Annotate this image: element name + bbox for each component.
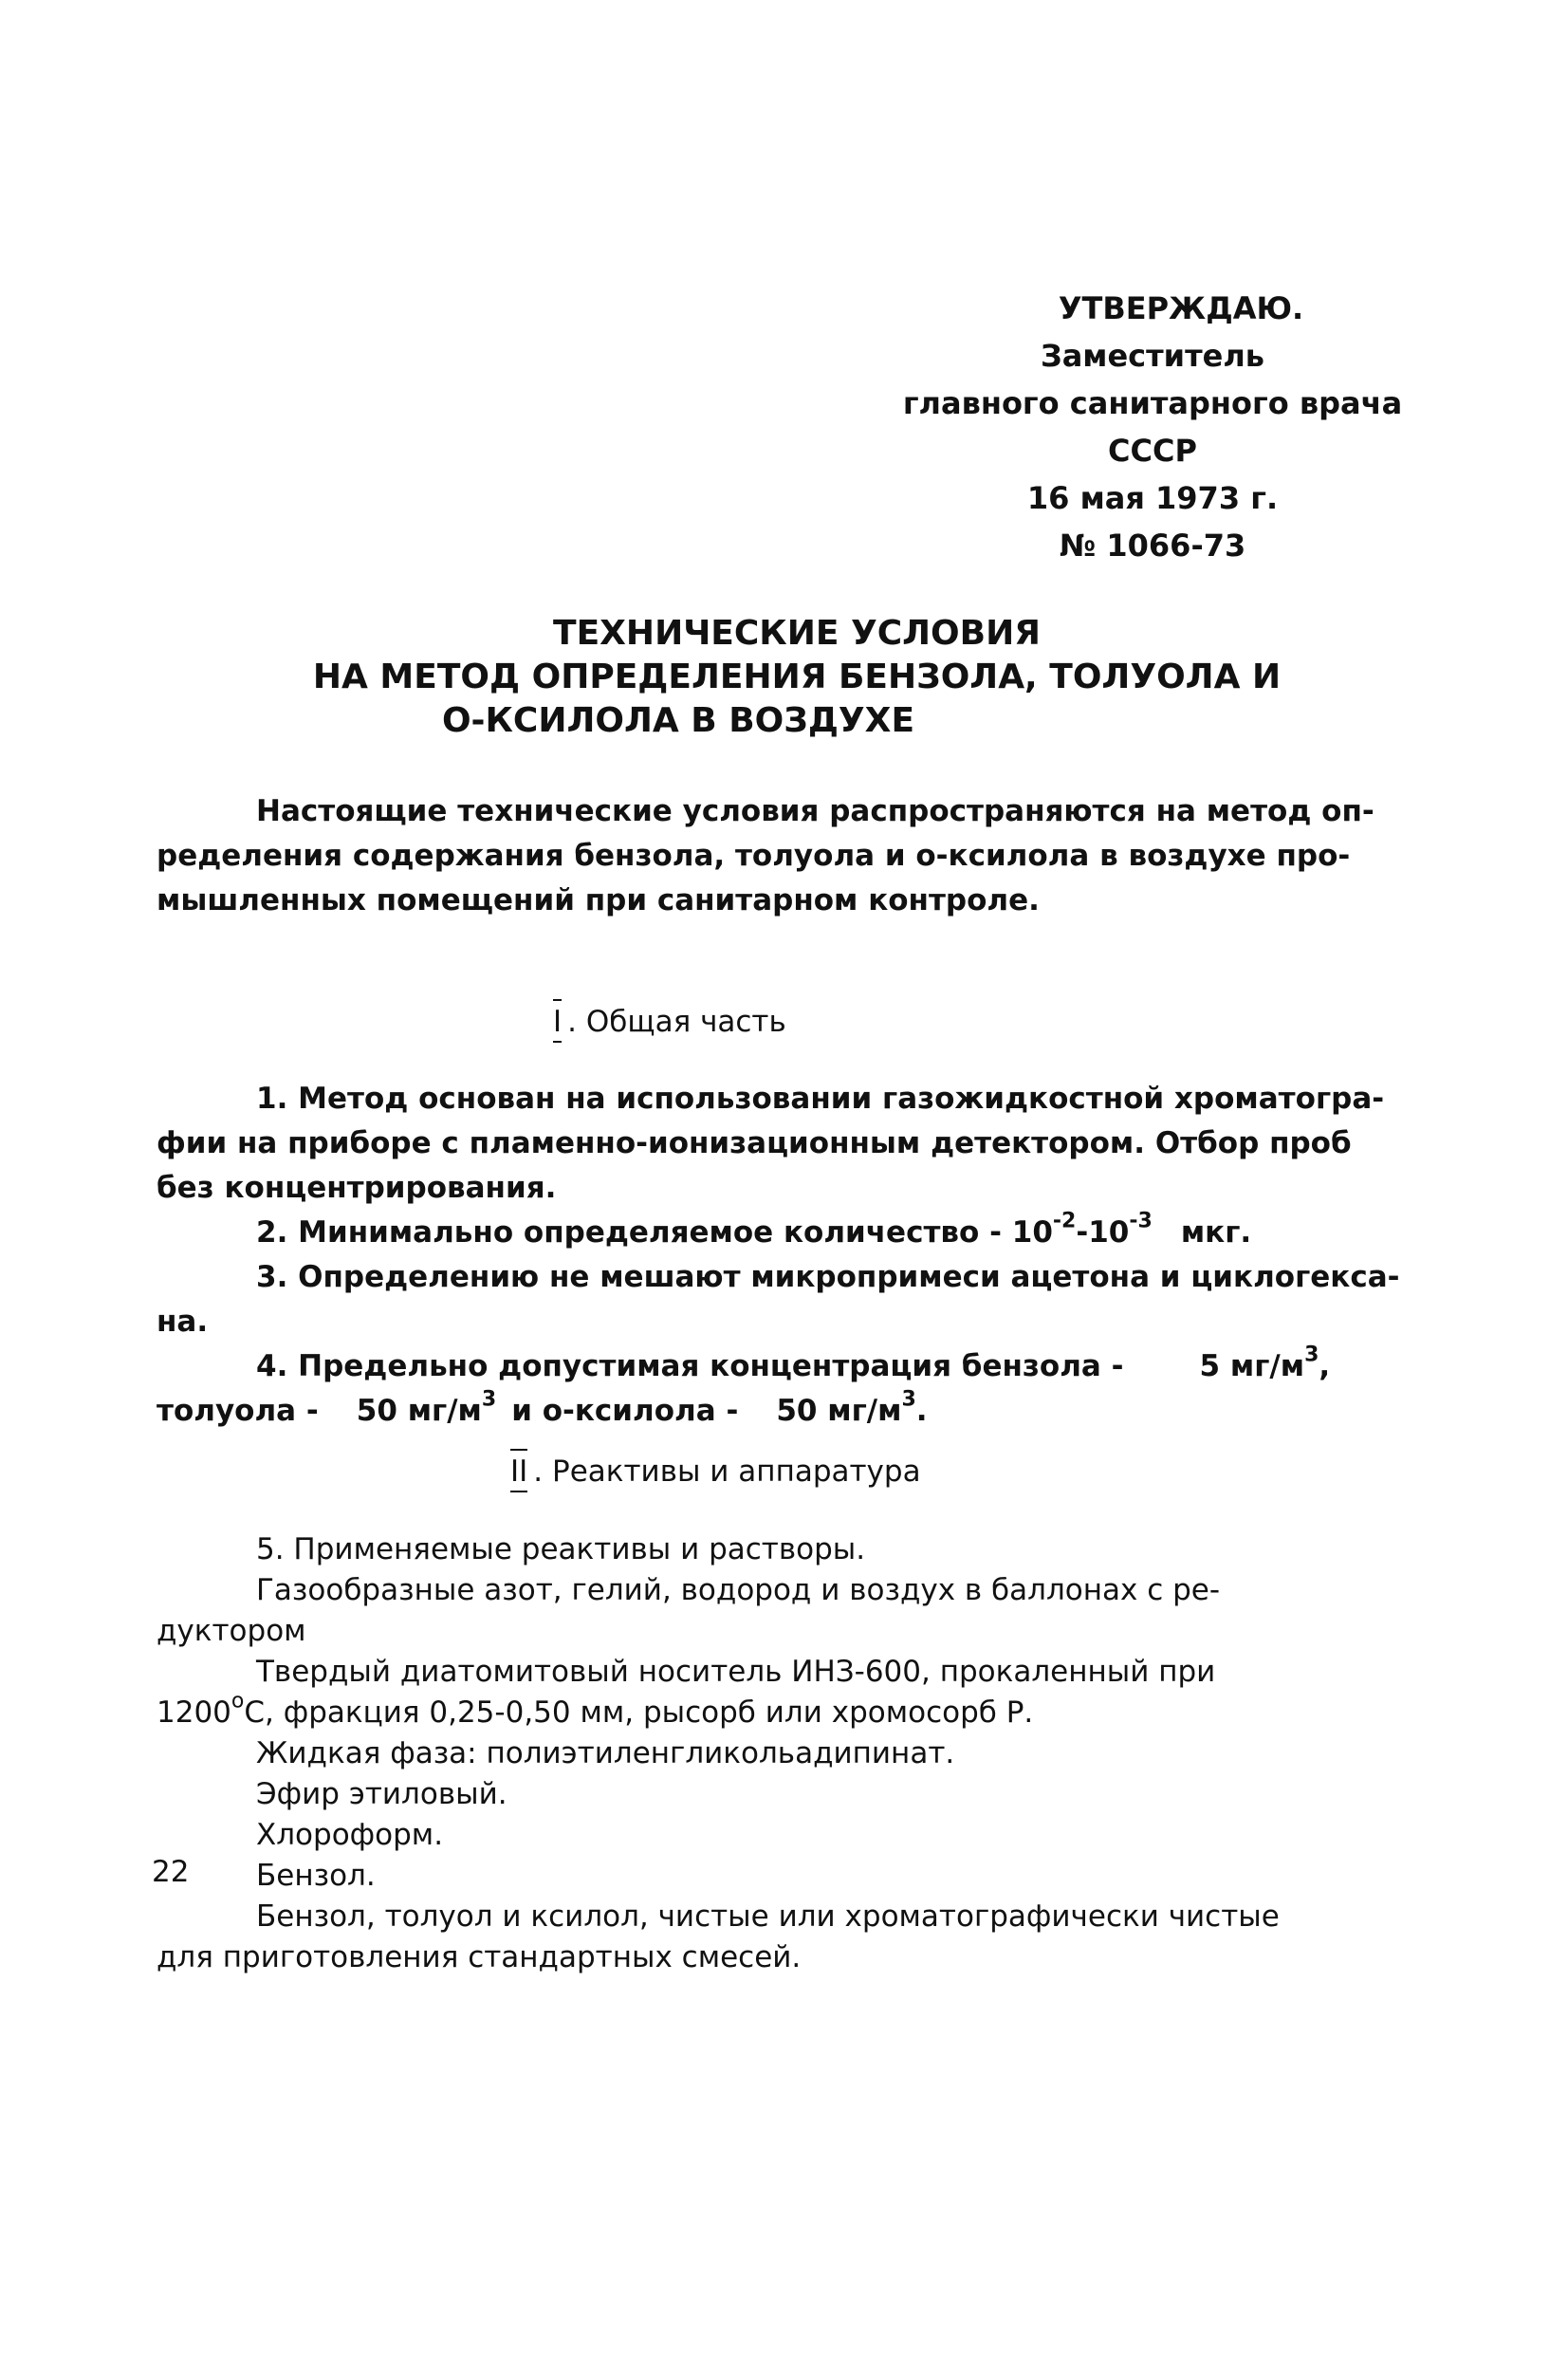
toluene-label: толуола - <box>157 1394 319 1428</box>
approval-heading: УТВЕРЖДАЮ. <box>1058 290 1304 326</box>
document-title <box>275 612 1319 743</box>
page-number: 22 <box>152 1855 190 1889</box>
cube-2: 3 <box>481 1387 497 1412</box>
intro-line-2: ределения содержания бензола, толуола и о-ксилола в воздухе про- <box>157 839 1351 873</box>
paragraph-1-line-1: 1. Метод основан на использовании газожидкостной хроматогра- <box>256 1082 1385 1116</box>
reagents-line-6: Жидкая фаза: полиэтиленгликольадипинат. <box>256 1736 955 1770</box>
xylene-label: и о-ксилола - <box>511 1394 739 1428</box>
exponent-2: -3 <box>1129 1209 1153 1233</box>
reagents-line-1: 5. Применяемые реактивы и растворы. <box>256 1532 866 1566</box>
approval-number: № 1066-73 <box>1059 528 1246 564</box>
toluene-limit: 50 мг/м <box>356 1394 482 1428</box>
section-2-body <box>157 1529 1428 1978</box>
benzene-limit: 5 мг/м <box>1199 1349 1305 1383</box>
reagents-line-3: дуктором <box>157 1614 306 1648</box>
reagents-line-2: Газообразные азот, гелий, водород и воздух в баллонах с ре- <box>256 1573 1221 1607</box>
reagents-line-5 <box>157 1689 1428 1733</box>
reagents-line-7: Эфир этиловый. <box>256 1777 507 1811</box>
paragraph-2-text: 2. Минимально определяемое количество - 10 <box>256 1215 1053 1250</box>
title-line-2: НА МЕТОД ОПРЕДЕЛЕНИЯ БЕНЗОЛА, ТОЛУОЛА И <box>312 658 1282 696</box>
approval-date: 16 мая 1973 г. <box>1026 480 1279 516</box>
paragraph-1-line-2: фии на приборе с пламенно-ионизационным детектором. Отбор проб <box>157 1126 1352 1160</box>
section-1-title: . Общая часть <box>567 1005 786 1039</box>
reagents-line-11: для приготовления стандартных смесей. <box>157 1940 802 1974</box>
intro-line-3: мышленных помещений при санитарном контроле. <box>157 883 1040 917</box>
approval-position: Заместитель <box>1040 338 1265 374</box>
paragraph-4-line-2: толуола - 50 $мг/м^3$ и о-ксилола - 50 $мг/м^3$. <box>157 1387 928 1428</box>
cube-3: 3 <box>901 1387 916 1412</box>
section-1-numeral: I <box>553 999 562 1039</box>
approval-stamp <box>887 285 1418 569</box>
xylene-limit: 50 мг/м <box>776 1394 902 1428</box>
approval-country: СССР <box>1108 433 1197 469</box>
paragraph-3-line-2: на. <box>157 1305 209 1339</box>
approval-position-cont: главного санитарного врача <box>902 385 1403 421</box>
paragraph-2 <box>157 1211 1428 1255</box>
degree-sign: о <box>231 1689 245 1714</box>
paragraph-2-mid: -10 <box>1076 1215 1130 1250</box>
reagents-line-10: Бензол, толуол и ксилол, чистые или хроматографически чистые <box>256 1899 1280 1934</box>
intro-paragraph <box>157 789 1409 923</box>
section-1-heading <box>553 999 786 1039</box>
exponent-1: -2 <box>1052 1209 1077 1233</box>
section-2-title: . Реактивы и аппаратура <box>533 1454 921 1489</box>
section-2-numeral: II <box>510 1449 527 1489</box>
reagents-line-8: Хлороформ. <box>256 1818 444 1852</box>
reagents-line-9: Бензол. <box>256 1859 376 1893</box>
title-line-1: ТЕХНИЧЕСКИЕ УСЛОВИЯ <box>553 614 1041 653</box>
section-2-heading <box>510 1449 921 1489</box>
intro-line-1: Настоящие технические условия распространяются на метод оп- <box>256 794 1374 828</box>
reagents-line-4: Твердый диатомитовый носитель ИНЗ-600, прокаленный при <box>256 1655 1216 1689</box>
paragraph-3-line-1: 3. Определению не мешают микропримеси ацетона и циклогекса- <box>256 1260 1400 1294</box>
paragraph-2-unit: мкг. <box>1180 1215 1252 1250</box>
paragraph-4-text: 4. Предельно допустимая концентрация бензола - <box>256 1349 1124 1383</box>
reagents-line-5-text: С, фракция 0,25-0,50 мм, рысорб или хромосорб Р. <box>244 1695 1034 1730</box>
paragraph-1-line-3: без концентрирования. <box>157 1171 557 1205</box>
temperature-value: 1200 <box>157 1695 231 1730</box>
title-line-3: О-КСИЛОЛА В ВОЗДУХЕ <box>441 701 915 740</box>
section-1-body <box>157 1077 1428 1434</box>
paragraph-4-line-1: 4. Предельно допустимая концентрация бензола - 5 $мг/м^3$, <box>256 1343 1331 1383</box>
cube-1: 3 <box>1304 1343 1319 1367</box>
